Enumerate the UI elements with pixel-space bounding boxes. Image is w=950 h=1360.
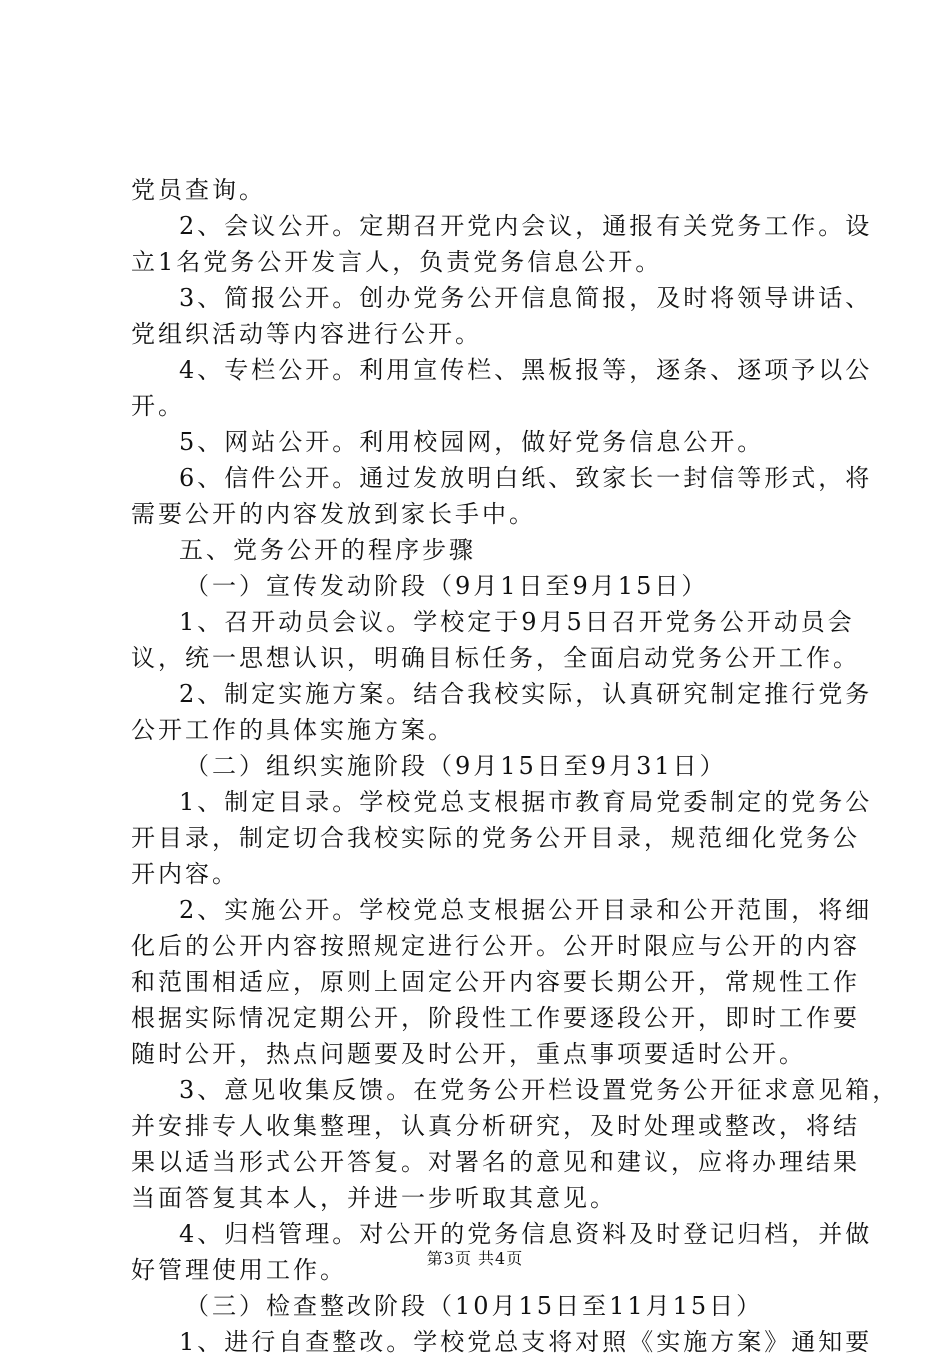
document-body — [131, 172, 900, 1360]
text-line: 化后的公开内容按照规定进行公开。公开时限应与公开的内容 — [131, 932, 860, 960]
text-line: 开目录，制定切合我校实际的党务公开目录，规范细化党务公 — [131, 824, 860, 852]
text-line: 五、党务公开的程序步骤 — [179, 536, 476, 564]
text-line: 党组织活动等内容进行公开。 — [131, 320, 482, 348]
text-line: 1、进行自查整改。学校党总支将对照《实施方案》通知要 — [179, 1328, 873, 1356]
text-line: 4、专栏公开。利用宣传栏、黑板报等，逐条、逐项予以公 — [179, 356, 873, 384]
text-line: （三）检查整改阶段（10月15日至11月15日） — [185, 1292, 764, 1320]
text-line: 开内容。 — [131, 860, 239, 888]
text-line: 好管理使用工作。 — [131, 1256, 347, 1284]
text-line: 开。 — [131, 392, 185, 420]
text-line: 6、信件公开。通过发放明白纸、致家长一封信等形式，将 — [179, 464, 873, 492]
text-line: 随时公开，热点问题要及时公开，重点事项要适时公开。 — [131, 1040, 806, 1068]
text-line: 党员查询。 — [131, 176, 266, 204]
text-line: 议，统一思想认识，明确目标任务，全面启动党务公开工作。 — [131, 644, 860, 672]
text-line: 2、会议公开。定期召开党内会议，通报有关党务工作。设 — [179, 212, 873, 240]
text-line: 当面答复其本人，并进一步听取其意见。 — [131, 1184, 617, 1212]
text-line: 需要公开的内容发放到家长手中。 — [131, 500, 536, 528]
text-line: 3、简报公开。创办党务公开信息简报，及时将领导讲话、 — [179, 284, 873, 312]
text-line: 2、实施公开。学校党总支根据公开目录和公开范围，将细 — [179, 896, 873, 924]
text-line: （二）组织实施阶段（9月15日至9月31日） — [185, 752, 727, 780]
text-line: 和范围相适应，原则上固定公开内容要长期公开，常规性工作 — [131, 968, 860, 996]
text-line: 5、网站公开。利用校园网，做好党务信息公开。 — [179, 428, 765, 456]
text-line: 1、召开动员会议。学校定于9月5日召开党务公开动员会 — [179, 608, 855, 636]
text-line: 1、制定目录。学校党总支根据市教育局党委制定的党务公 — [179, 788, 873, 816]
text-line: （一）宣传发动阶段（9月1日至9月15日） — [185, 572, 709, 600]
text-line: 3、意见收集反馈。在党务公开栏设置党务公开征求意见箱， — [179, 1076, 900, 1104]
text-line: 公开工作的具体实施方案。 — [131, 716, 455, 744]
page-footer: 第3页 共4页 — [426, 1249, 524, 1268]
text-line: 立1名党务公开发言人，负责党务信息公开。 — [131, 248, 663, 276]
text-line: 2、制定实施方案。结合我校实际，认真研究制定推行党务 — [179, 680, 873, 708]
text-line: 并安排专人收集整理，认真分析研究，及时处理或整改，将结 — [131, 1112, 860, 1140]
text-line: 4、归档管理。对公开的党务信息资料及时登记归档，并做 — [179, 1220, 873, 1248]
text-line: 根据实际情况定期公开，阶段性工作要逐段公开，即时工作要 — [131, 1004, 860, 1032]
text-line: 果以适当形式公开答复。对署名的意见和建议，应将办理结果 — [131, 1148, 860, 1176]
